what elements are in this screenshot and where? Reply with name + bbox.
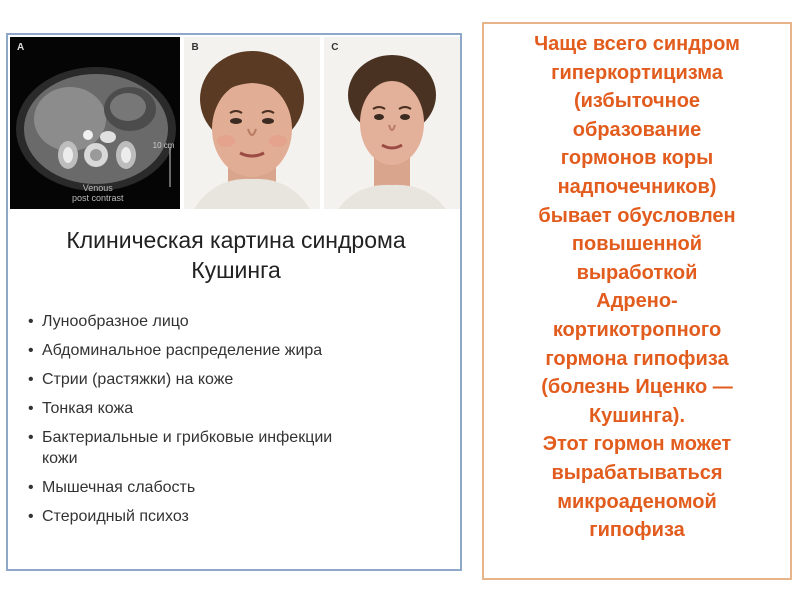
symptom-text: Лунообразное лицо [42, 313, 189, 330]
bullet-icon: • [28, 429, 34, 446]
list-item [28, 311, 448, 332]
photo-strip [10, 37, 460, 209]
ct-caption-line2: post contrast [72, 193, 124, 203]
explanation-line: гормона гипофиза [545, 347, 729, 370]
list-item [28, 477, 448, 498]
symptom-text-continued: кожи [42, 450, 78, 467]
explanation-line: кортикотропного [552, 318, 722, 341]
explanation-line: выработкой [576, 261, 698, 284]
moon-face-portrait [184, 37, 320, 209]
symptom-text: Тонкая кожа [42, 400, 134, 417]
normal-face-portrait [324, 37, 460, 209]
explanation-line: образование [572, 118, 702, 141]
title-line-2: Кушинга [191, 257, 281, 283]
ct-scale-label: 10 cm [152, 141, 175, 150]
explanation-line: гормонов коры [560, 147, 714, 170]
symptom-text: Стрии (растяжки) на коже [42, 371, 234, 388]
panel-letter-a: A [17, 42, 25, 53]
symptom-text: Стероидный психоз [42, 508, 189, 525]
explanation-line: гипофиза [589, 519, 685, 542]
ct-caption [72, 183, 124, 203]
list-item [28, 369, 448, 390]
list-item [28, 340, 448, 361]
explanation-line: бывает обусловлен [538, 204, 736, 227]
panel-letter-c: C [331, 42, 339, 53]
symptom-text: Бактериальные и грибковые инфекции [42, 429, 333, 446]
clinical-picture-title [26, 225, 446, 285]
explanation-panel [482, 22, 792, 580]
patient-photo-after [324, 37, 460, 209]
list-item [28, 427, 448, 469]
explanation-line: надпочечников) [557, 175, 717, 198]
bullet-icon: • [28, 342, 34, 359]
explanation-line: (избыточное [573, 90, 701, 113]
explanation-text [494, 30, 780, 545]
clinical-picture-panel [6, 33, 462, 571]
explanation-line: Этот гормон может [542, 433, 732, 456]
explanation-line: гиперкортицизма [551, 61, 723, 84]
explanation-line: микроаденомой [557, 490, 717, 513]
ct-caption-line1: Venous [82, 183, 113, 193]
explanation-line: Адрено- [596, 290, 678, 313]
list-item [28, 506, 448, 527]
symptom-list [28, 311, 448, 535]
bullet-icon: • [28, 313, 34, 330]
bullet-icon: • [28, 479, 34, 496]
symptom-text: Мышечная слабость [42, 479, 196, 496]
bullet-icon: • [28, 508, 34, 525]
bullet-icon: • [28, 400, 34, 417]
panel-letter-b: B [191, 42, 199, 53]
explanation-line: (болезнь Иценко — [541, 376, 733, 399]
ct-scan-image [10, 37, 180, 209]
list-item [28, 398, 448, 419]
explanation-line: Кушинга). [588, 404, 686, 427]
bullet-icon: • [28, 371, 34, 388]
explanation-line: Чаще всего синдром [534, 33, 740, 55]
title-line-1: Клиническая картина синдрома [66, 227, 406, 253]
symptom-text: Абдоминальное распределение жира [42, 342, 323, 359]
explanation-line: повышенной [571, 233, 703, 256]
explanation-line: вырабатываться [551, 461, 723, 484]
patient-photo-moon-face [184, 37, 320, 209]
